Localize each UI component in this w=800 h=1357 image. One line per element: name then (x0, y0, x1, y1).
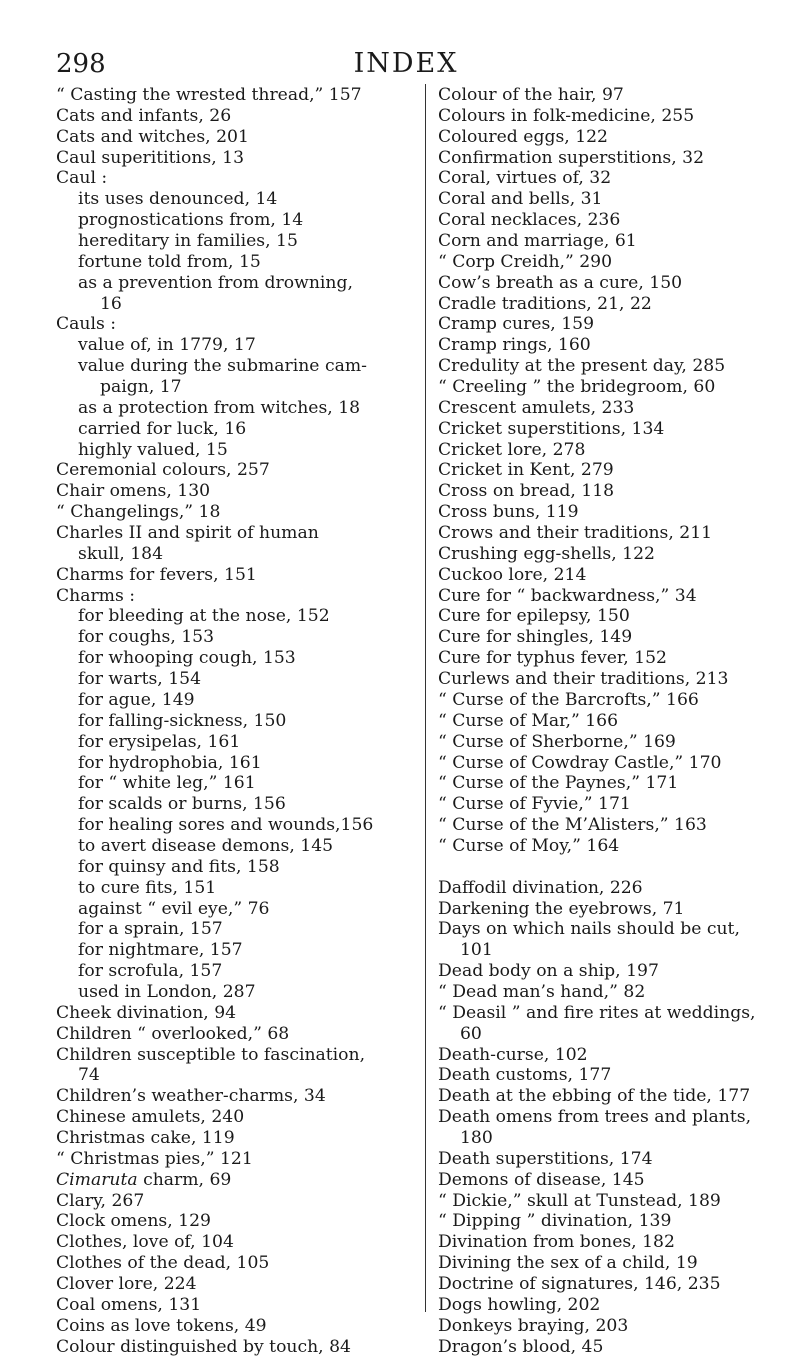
index-entry (56, 1191, 388, 1212)
index-entry (438, 314, 770, 335)
index-entry (438, 1024, 770, 1045)
index-entry-text: for scalds or burns, 156 (78, 794, 286, 815)
index-entry (56, 857, 388, 878)
index-entry (438, 1170, 770, 1191)
index-entry-text: Cure for typhus fever, 152 (438, 648, 667, 669)
index-entry-text: Charms for fevers, 151 (56, 564, 257, 585)
index-entry-text: Colour of the hair, 97 (438, 85, 624, 105)
index-column-right (438, 85, 770, 1357)
index-entry (56, 273, 388, 294)
index-entry (56, 252, 388, 273)
index-entry-text: for whooping cough, 153 (78, 648, 296, 669)
index-entry-text: “ Curse of the M’Alisters,” 163 (438, 815, 707, 836)
index-entry-text: “ Dickie,” skull at Tunstead, 189 (438, 1190, 721, 1211)
index-entry-text: “ Deasil ” and fire rites at weddings, (438, 1002, 756, 1023)
index-entry (56, 1024, 388, 1045)
index-entry (438, 1128, 770, 1149)
index-entry-italic: Cimaruta (56, 1169, 138, 1190)
index-entry (438, 148, 770, 169)
running-head: INDEX (353, 48, 459, 79)
index-entry (438, 899, 770, 920)
index-entry (438, 711, 770, 732)
index-entry (56, 1107, 388, 1128)
index-entry (56, 1295, 388, 1316)
index-entry-text: “ Dead man’s hand,” 82 (438, 981, 646, 1002)
index-entry-text: fortune told from, 15 (78, 251, 261, 272)
index-entry (56, 106, 388, 127)
index-entry-text: against “ evil eye,” 76 (78, 898, 270, 919)
index-entry (56, 460, 388, 481)
index-entry (56, 1337, 388, 1357)
index-entry (56, 1170, 388, 1191)
index-entry (438, 1149, 770, 1170)
index-entry-text: carried for luck, 16 (78, 418, 247, 439)
index-entry-text: value of, in 1779, 17 (78, 335, 256, 356)
index-entry (56, 377, 388, 398)
index-entry (56, 711, 388, 732)
index-entry-text: “ Curse of Mar,” 166 (438, 710, 619, 731)
index-entry (56, 919, 388, 940)
index-entry-text: Crescent amulets, 233 (438, 397, 635, 418)
index-entry (438, 356, 770, 377)
page-number: 298 (56, 49, 106, 79)
index-entry-text: for quinsy and fits, 158 (78, 856, 280, 877)
index-entry-text: Cricket lore, 278 (438, 439, 586, 460)
index-entry-text: Cross on bread, 118 (438, 481, 615, 502)
index-entry (56, 732, 388, 753)
index-entry-text: “ Curse of Fyvie,” 171 (438, 794, 631, 815)
index-entry-text: Children “ overlooked,” 68 (56, 1023, 290, 1044)
index-entry-text: Coloured eggs, 122 (438, 126, 608, 147)
index-entry-text: for nightmare, 157 (78, 940, 243, 961)
index-entry (56, 1128, 388, 1149)
index-entry (438, 836, 770, 857)
index-entry (438, 440, 770, 461)
index-entry (56, 669, 388, 690)
index-entry (56, 648, 388, 669)
index-entry (56, 794, 388, 815)
index-entry (438, 1337, 770, 1357)
index-entry-text: for erysipelas, 161 (78, 731, 241, 752)
index-entry-text: Cradle traditions, 21, 22 (438, 293, 652, 314)
index-entry (56, 815, 388, 836)
index-entry-text: Crows and their traditions, 211 (438, 523, 713, 544)
index-entry (438, 919, 770, 940)
index-entry (438, 794, 770, 815)
index-entry-text: Caul superititions, 13 (56, 147, 245, 168)
index-entry (438, 231, 770, 252)
index-entry (56, 1316, 388, 1337)
index-entry-text: skull, 184 (78, 543, 164, 564)
index-entry-text: “ Curse of the Barcrofts,” 166 (438, 689, 699, 710)
index-entry (438, 878, 770, 899)
index-entry (56, 231, 388, 252)
index-entry (438, 335, 770, 356)
index-entry (56, 168, 388, 189)
index-entry-text: Cats and infants, 26 (56, 105, 232, 126)
index-entry-text: Death-curse, 102 (438, 1044, 588, 1065)
index-entry-text: charm, 69 (137, 1169, 232, 1190)
index-entry (438, 127, 770, 148)
index-entry (438, 648, 770, 669)
index-entry (56, 753, 388, 774)
index-entry (438, 1003, 770, 1024)
index-entry (438, 252, 770, 273)
index-entry (56, 148, 388, 169)
index-entry (56, 627, 388, 648)
index-entry (438, 732, 770, 753)
index-entry (438, 753, 770, 774)
index-entry (438, 565, 770, 586)
index-entry-text: Dragon’s blood, 45 (438, 1336, 604, 1357)
index-entry (438, 1191, 770, 1212)
index-entry (438, 1295, 770, 1316)
index-entry-text: for warts, 154 (78, 669, 202, 690)
index-entry (438, 419, 770, 440)
index-entry (438, 398, 770, 419)
index-entry-text: Death customs, 177 (438, 1065, 612, 1086)
index-entry (438, 294, 770, 315)
index-entry-text: prognostications from, 14 (78, 210, 304, 231)
index-entry (56, 1086, 388, 1107)
index-entry (438, 586, 770, 607)
index-entry-text: “ Curse of Sherborne,” 169 (438, 731, 676, 752)
index-entry (56, 314, 388, 335)
index-entry-text: Days on which nails should be cut, (438, 919, 740, 940)
index-entry (56, 1211, 388, 1232)
index-entry-text: value during the submarine cam- (78, 356, 367, 377)
index-entry-text: Daffodil divination, 226 (438, 877, 643, 898)
index-entry-text: “ Dipping ” divination, 139 (438, 1211, 672, 1232)
index-entry (56, 773, 388, 794)
index-entry-text: for falling-sickness, 150 (78, 710, 287, 731)
index-entry-text: Cure for “ backwardness,” 34 (438, 585, 697, 606)
index-entry-text: Cuckoo lore, 214 (438, 564, 587, 585)
index-entry (438, 1107, 770, 1128)
index-entry-text: Clothes, love of, 104 (56, 1232, 234, 1253)
index-entry (56, 85, 388, 106)
index-entry-text: Doctrine of signatures, 146, 235 (438, 1273, 721, 1294)
index-entry-text: Cure for shingles, 149 (438, 627, 633, 648)
index-entry-text: as a prevention from drowning, (78, 272, 353, 293)
index-entry-text: highly valued, 15 (78, 439, 228, 460)
index-entry (438, 982, 770, 1003)
index-entry (438, 377, 770, 398)
index-entry-text: for bleeding at the nose, 152 (78, 606, 330, 627)
index-entry-text: Colour distinguished by touch, 84 (56, 1336, 351, 1357)
index-entry (56, 1045, 388, 1066)
index-entry-text: Clock omens, 129 (56, 1211, 211, 1232)
index-entry-text: for scrofula, 157 (78, 961, 223, 982)
index-entry-text: Cure for epilepsy, 150 (438, 606, 630, 627)
index-entry (56, 1274, 388, 1295)
index-entry (56, 335, 388, 356)
index-entry (438, 1274, 770, 1295)
index-column-left (56, 85, 388, 1357)
index-entry-text: paign, 17 (100, 377, 182, 398)
index-entry (56, 544, 388, 565)
index-entry-text: 180 (460, 1127, 493, 1148)
index-entry (56, 398, 388, 419)
index-entry-text: Curlews and their traditions, 213 (438, 669, 729, 690)
index-entry-text: its uses denounced, 14 (78, 189, 278, 210)
index-entry-text: Chinese amulets, 240 (56, 1107, 245, 1128)
index-entry (56, 481, 388, 502)
index-entry-text: “ Curse of the Paynes,” 171 (438, 773, 679, 794)
index-entry (438, 1065, 770, 1086)
index-entry (438, 773, 770, 794)
index-entry-text: Death at the ebbing of the tide, 177 (438, 1086, 751, 1107)
index-entry-text: Colours in folk-medicine, 255 (438, 105, 695, 126)
index-entry-text: Cauls : (56, 314, 117, 335)
index-entry-text: “ Christmas pies,” 121 (56, 1148, 253, 1169)
index-entry-text: Cramp rings, 160 (438, 335, 591, 356)
index-entry (438, 1253, 770, 1274)
index-entry (56, 878, 388, 899)
index-entry-text: Ceremonial colours, 257 (56, 460, 270, 481)
index-entry (438, 210, 770, 231)
index-entry (438, 523, 770, 544)
index-entry (438, 85, 770, 106)
index-entry (438, 1211, 770, 1232)
index-entry-text: “ Curse of Moy,” 164 (438, 835, 620, 856)
index-entry-text: 60 (460, 1023, 482, 1044)
index-entry (56, 565, 388, 586)
index-entry-text: Dogs howling, 202 (438, 1294, 601, 1315)
index-entry-text: Donkeys braying, 203 (438, 1315, 629, 1336)
index-entry (56, 189, 388, 210)
index-entry (438, 815, 770, 836)
index-entry (438, 627, 770, 648)
index-entry-text: “ Curse of Cowdray Castle,” 170 (438, 752, 722, 773)
index-entry (438, 106, 770, 127)
index-entry (56, 982, 388, 1003)
index-entry (56, 419, 388, 440)
index-entry-text: Coral and bells, 31 (438, 189, 603, 210)
index-entry (56, 1003, 388, 1024)
index-entry (56, 606, 388, 627)
index-entry-text: for a sprain, 157 (78, 919, 223, 940)
index-entry (56, 1232, 388, 1253)
index-entry-text: Charms : (56, 585, 136, 606)
index-entry-text: Coins as love tokens, 49 (56, 1315, 267, 1336)
index-entry-text: Cricket superstitions, 134 (438, 418, 665, 439)
index-entry-text: Crushing egg-shells, 122 (438, 543, 655, 564)
index-entry (438, 1232, 770, 1253)
index-entry-text: 101 (460, 940, 493, 961)
index-entry-text: Children’s weather-charms, 34 (56, 1086, 326, 1107)
index-entry-text: Confirmation superstitions, 32 (438, 147, 705, 168)
index-entry-text: to avert disease demons, 145 (78, 835, 334, 856)
index-entry (438, 1045, 770, 1066)
index-entry-text: Divination from bones, 182 (438, 1232, 675, 1253)
index-entry-text: Coral, virtues of, 32 (438, 168, 612, 189)
index-entry (438, 189, 770, 210)
index-entry-text: “ Creeling ” the bridegroom, 60 (438, 377, 716, 398)
column-divider (425, 84, 426, 1312)
index-entry-text: Credulity at the present day, 285 (438, 356, 726, 377)
index-entry-text: 16 (100, 293, 122, 314)
index-entry-text: for coughs, 153 (78, 627, 215, 648)
index-entry (438, 168, 770, 189)
index-entry-text: Charles II and spirit of human (56, 523, 319, 544)
index-entry-text: Coal omens, 131 (56, 1294, 202, 1315)
index-entry-text: Cats and witches, 201 (56, 126, 249, 147)
index-entry (438, 502, 770, 523)
index-entry (56, 523, 388, 544)
index-entry (56, 586, 388, 607)
index-entry (56, 1149, 388, 1170)
index-entry (56, 836, 388, 857)
index-entry (438, 481, 770, 502)
index-entry-text: “ Changelings,” 18 (56, 502, 221, 523)
index-entry (56, 1065, 388, 1086)
index-entry (438, 940, 770, 961)
index-entry (56, 899, 388, 920)
index-entry (56, 940, 388, 961)
index-entry-text: Death superstitions, 174 (438, 1148, 653, 1169)
index-entry-text: Clothes of the dead, 105 (56, 1253, 270, 1274)
index-entry (56, 127, 388, 148)
index-entry-text: Cross buns, 119 (438, 502, 579, 523)
index-entry (438, 669, 770, 690)
index-entry (438, 544, 770, 565)
index-entry (56, 1253, 388, 1274)
index-entry-text: to cure fits, 151 (78, 877, 217, 898)
index-entry-text: Demons of disease, 145 (438, 1169, 645, 1190)
index-entry-text: for hydrophobia, 161 (78, 752, 262, 773)
index-entry (56, 210, 388, 231)
index-entry-text: Divining the sex of a child, 19 (438, 1253, 698, 1274)
index-entry-text: 74 (78, 1065, 100, 1086)
index-entry-text: Clary, 267 (56, 1190, 145, 1211)
index-entry (56, 294, 388, 315)
index-entry-text: hereditary in families, 15 (78, 231, 298, 252)
index-entry-text: Dead body on a ship, 197 (438, 961, 659, 982)
index-entry-text: Clover lore, 224 (56, 1273, 197, 1294)
index-entry (56, 961, 388, 982)
index-entry (438, 690, 770, 711)
index-entry-text: Cramp cures, 159 (438, 314, 595, 335)
index-entry-text: Chair omens, 130 (56, 481, 211, 502)
index-entry (438, 606, 770, 627)
index-entry-text: Christmas cake, 119 (56, 1127, 235, 1148)
index-entry-text: “ Casting the wrested thread,” 157 (56, 85, 362, 105)
index-entry-text: Children susceptible to fascination, (56, 1044, 366, 1065)
index-entry-text: as a protection from witches, 18 (78, 397, 361, 418)
index-entry (56, 440, 388, 461)
index-entry-text: Darkening the eyebrows, 71 (438, 898, 685, 919)
index-entry-text: Cheek divination, 94 (56, 1002, 237, 1023)
index-entry-text: Death omens from trees and plants, (438, 1107, 752, 1128)
index-entry-text: Corn and marriage, 61 (438, 231, 637, 252)
index-entry-text: Cricket in Kent, 279 (438, 460, 614, 481)
index-entry-text: Caul : (56, 168, 108, 189)
index-entry (438, 460, 770, 481)
index-entry (56, 502, 388, 523)
index-entry-text: Cow’s breath as a cure, 150 (438, 272, 683, 293)
index-entry-text: Coral necklaces, 236 (438, 210, 621, 231)
index-entry-text: for “ white leg,” 161 (78, 773, 256, 794)
index-entry-text: used in London, 287 (78, 981, 256, 1002)
index-entry (438, 1086, 770, 1107)
index-entry-text: “ Corp Creidh,” 290 (438, 251, 613, 272)
page-header (56, 44, 756, 84)
index-entry (438, 1316, 770, 1337)
index-entry-text: for ague, 149 (78, 689, 195, 710)
index-entry (56, 690, 388, 711)
index-entry (438, 273, 770, 294)
index-entry-text: for healing sores and wounds,156 (78, 815, 374, 836)
index-entry (438, 961, 770, 982)
index-entry (56, 356, 388, 377)
